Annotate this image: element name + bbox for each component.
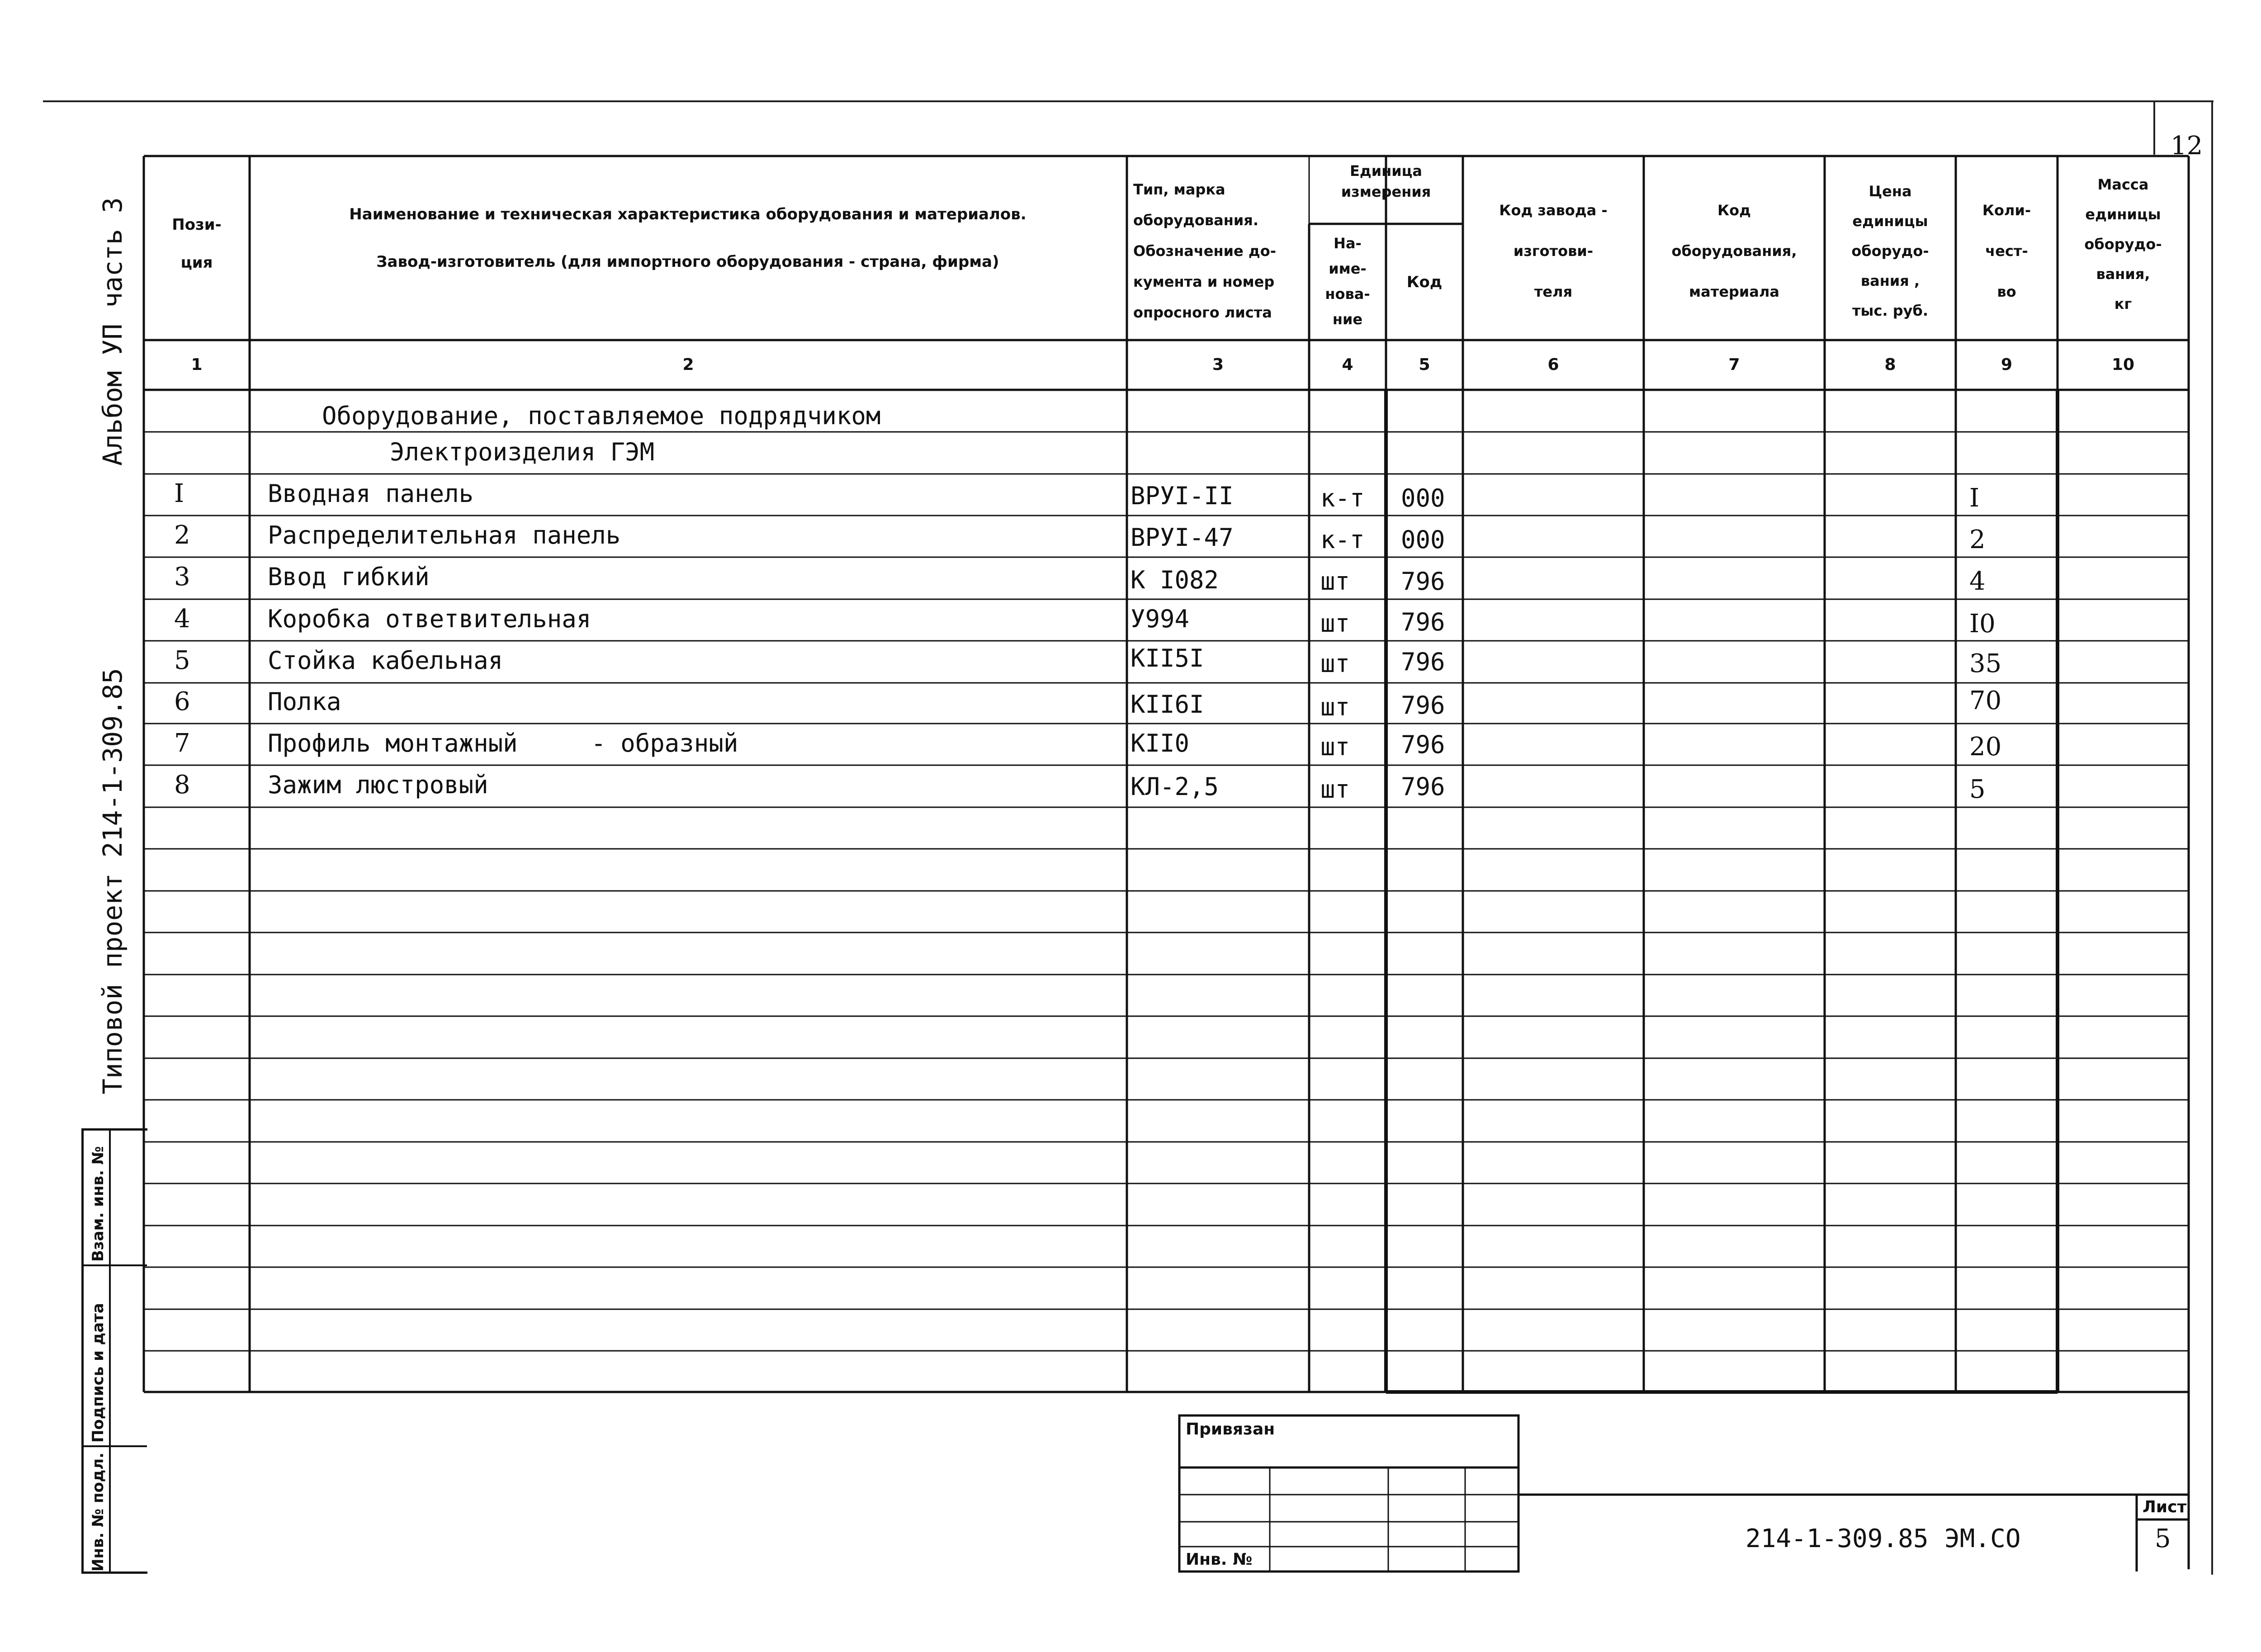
header-position: Пози- ция — [172, 216, 222, 272]
sheet-label: Лист — [2143, 1498, 2187, 1516]
cell-unit: шт — [1320, 693, 1350, 721]
cell-name: Профиль монтажный - образный — [268, 729, 738, 757]
column-number: 5 — [1419, 355, 1430, 374]
cell-name: Полка — [268, 687, 341, 716]
cell-quantity: 35 — [1969, 649, 2002, 678]
cell-position: 6 — [174, 687, 190, 716]
cell-quantity: 2 — [1969, 525, 1986, 554]
cell-code: 796 — [1401, 730, 1445, 759]
cell-quantity: I0 — [1969, 609, 1996, 639]
cell-name: Зажим люстровый — [268, 771, 488, 799]
cell-code: 796 — [1401, 648, 1445, 676]
column-number: 3 — [1212, 355, 1224, 374]
cell-type: ВРУI-II — [1130, 482, 1234, 510]
column-number: 2 — [682, 355, 694, 374]
column-number: 8 — [1884, 355, 1896, 374]
cell-name: Вводная панель — [268, 479, 474, 508]
side-album-label: Альбом УП часть 3 — [97, 197, 128, 466]
header-unit-code: Код — [1406, 273, 1443, 291]
header-name-line2: Завод-изготовитель (для импортного оборудования - страна, фирма) — [376, 253, 999, 271]
section-title: Оборудование, поставляемое подрядчиком — [322, 402, 881, 430]
stamp-sign-date-label: Подпись и дата — [89, 1303, 107, 1443]
cell-position: 8 — [174, 770, 190, 800]
cell-type: У994 — [1130, 605, 1190, 633]
header-factory-code: Код завода - изготови- теля — [1499, 202, 1608, 300]
cell-position: 2 — [174, 521, 190, 550]
cell-name: Ввод гибкий — [268, 563, 430, 591]
cell-quantity: 20 — [1969, 732, 2002, 762]
cell-code: 796 — [1401, 772, 1445, 801]
column-number: 6 — [1547, 355, 1559, 374]
title-block-bound-label: Привязан — [1186, 1420, 1275, 1439]
cell-quantity: I — [1969, 483, 1980, 513]
cell-type: КII0 — [1130, 729, 1190, 757]
cell-quantity: 5 — [1969, 775, 1986, 804]
header-quantity: Коли- чест- во — [1982, 202, 2031, 300]
column-number: 1 — [191, 355, 203, 374]
cell-code: 796 — [1401, 567, 1445, 596]
column-number: 7 — [1728, 355, 1740, 374]
header-name-line1: Наименование и техническая характеристика оборудования и материалов. — [349, 205, 1026, 223]
cell-quantity: 70 — [1969, 686, 2002, 715]
cell-code: 796 — [1401, 691, 1445, 719]
sheet-number: 5 — [2155, 1524, 2171, 1553]
cell-position: 4 — [174, 604, 190, 634]
cell-unit: шт — [1320, 775, 1350, 804]
title-block-inv-label: Инв. № — [1186, 1550, 1253, 1569]
cell-unit: к-т — [1320, 525, 1365, 554]
stamp-inv-replace-label: Взам. инв. № — [89, 1146, 107, 1262]
column-number: 9 — [2001, 355, 2013, 374]
document-suffix: ЭМ.СО — [1944, 1524, 2021, 1553]
cell-unit: шт — [1320, 649, 1350, 678]
cell-type: КII6I — [1130, 690, 1204, 719]
cell-type: КII5I — [1130, 644, 1204, 672]
cell-position: I — [174, 479, 184, 508]
header-unit-price: Цена единицы оборудо- вания , тыс. руб. — [1851, 183, 1929, 319]
cell-unit: шт — [1320, 609, 1350, 638]
cell-type: КЛ-2,5 — [1130, 772, 1219, 801]
cell-position: 3 — [174, 562, 190, 592]
header-type: Тип, марка оборудования. Обозначение до- кумента и номер опросного листа — [1133, 181, 1276, 321]
cell-unit: шт — [1320, 567, 1350, 596]
cell-code: 796 — [1401, 608, 1445, 636]
header-mass: Масса единицы оборудо- вания, кг — [2084, 176, 2162, 312]
document-code: 214-1-309.85 — [1745, 1524, 1929, 1553]
section-subtitle: Электроизделия ГЭМ — [390, 438, 655, 466]
cell-quantity: 4 — [1969, 567, 1986, 596]
cell-unit: к-т — [1320, 484, 1365, 512]
cell-name: Коробка ответвительная — [268, 605, 591, 633]
column-number: 10 — [2111, 355, 2135, 374]
page-corner-number: 12 — [2171, 131, 2203, 161]
cell-type: К I082 — [1130, 566, 1219, 594]
header-unit-group: Единица измерения — [1341, 162, 1431, 200]
column-number: 4 — [1342, 355, 1353, 374]
cell-code: 000 — [1401, 484, 1445, 512]
cell-name: Стойка кабельная — [268, 646, 503, 675]
cell-position: 5 — [174, 646, 190, 675]
cell-position: 7 — [174, 729, 190, 758]
cell-type: ВРУI-47 — [1130, 523, 1234, 552]
cell-unit: шт — [1320, 733, 1350, 761]
stamp-inv-orig-label: Инв. № подл. — [89, 1452, 107, 1572]
cell-code: 000 — [1401, 525, 1445, 554]
side-project-label: Типовой проект 214-1-309.85 — [97, 668, 128, 1094]
header-equipment-code: Код оборудования, материала — [1671, 202, 1797, 300]
header-unit-name: На- име- нова- ние — [1325, 235, 1370, 328]
cell-name: Распределительная панель — [268, 521, 621, 549]
